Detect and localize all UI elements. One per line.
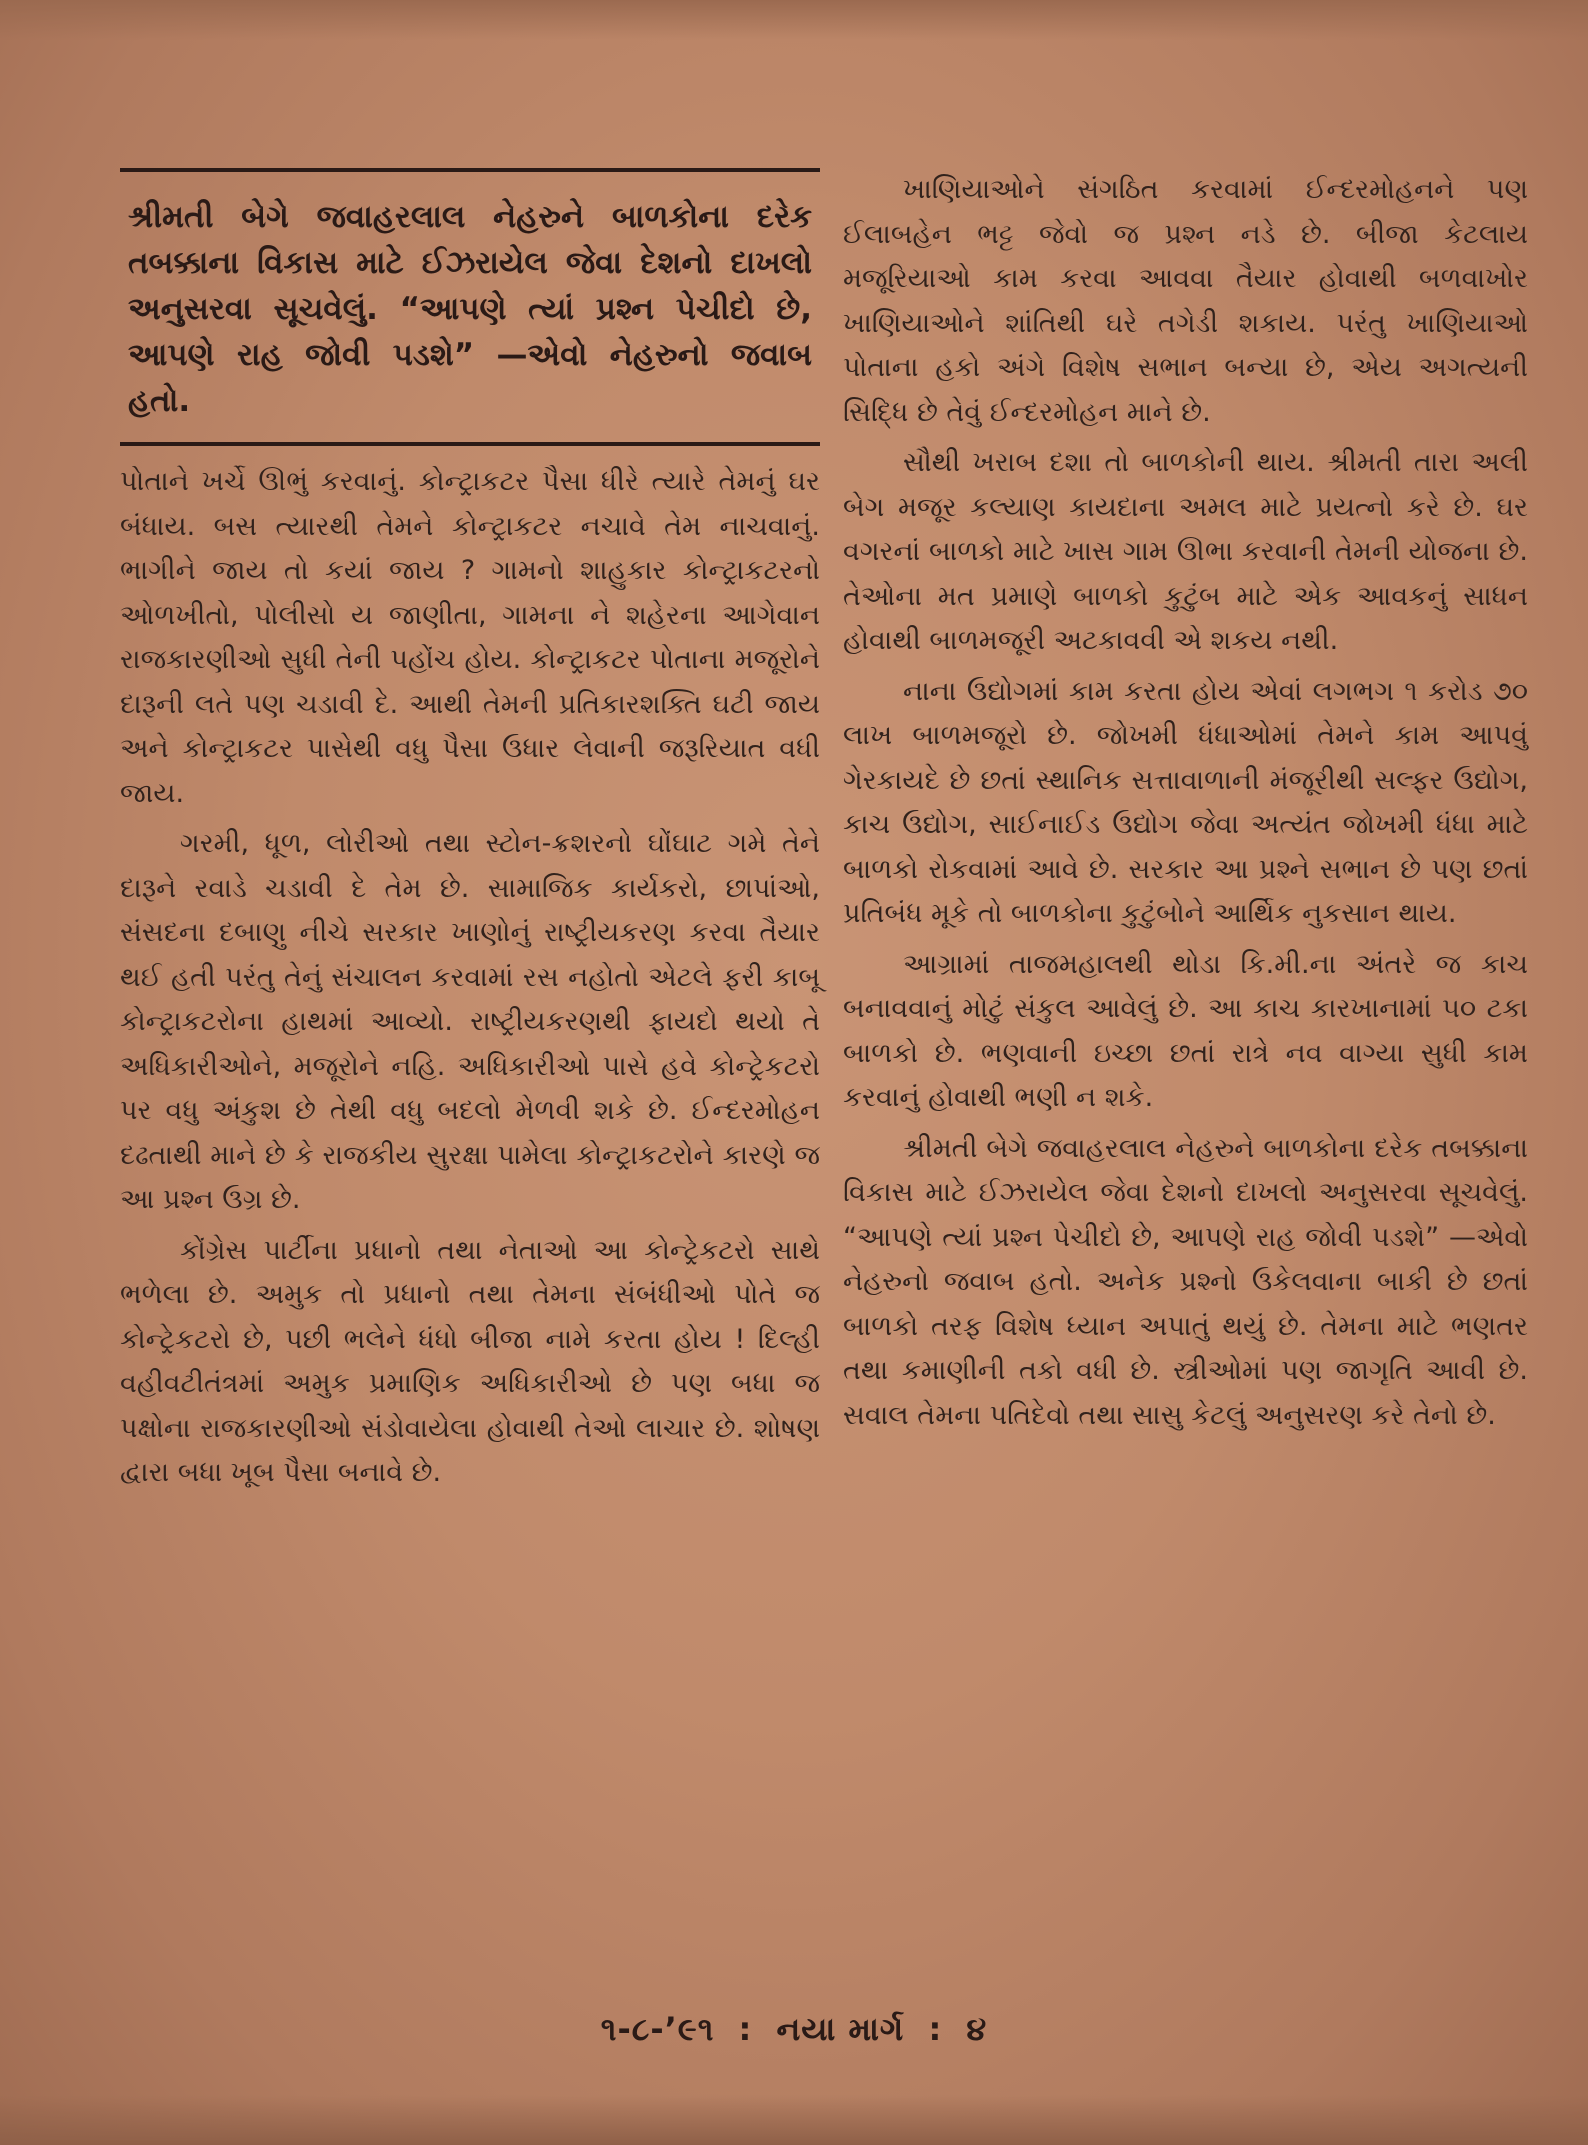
page-shadow-bottom bbox=[0, 2095, 1588, 2145]
pull-quote: શ્રીમતી બેગે જવાહરલાલ નેહરુને બાળકોના દરેક તબક્કાના વિકાસ માટે ઈઝરાયેલ જેવા દેશનો દાખલો અનુસરવા સૂચવેલું. “આપણે ત્યાં પ્રશ્ન પેચીદો છે, આપણે રાહ જોવી પડશે” —એવો નેહરુનો જવાબ હતો. bbox=[120, 168, 820, 446]
paragraph: સૌથી ખરાબ દશા તો બાળકોની થાય. શ્રીમતી તારા અલી બેગ મજૂર કલ્યાણ કાયદાના અમલ માટે પ્રયત્નો કરે છે. ઘર વગરનાં બાળકો માટે ખાસ ગામ ઊભા કરવાની તેમની યોજના છે. તેઓના મત પ્રમાણે બાળકો કુટુંબ માટે એક આવકનું સાધન હોવાથી બાળમજૂરી અટકાવવી એ શકય નથી. bbox=[843, 447, 1528, 656]
page-footer bbox=[0, 2010, 1588, 2049]
footer-separator: : bbox=[928, 2010, 943, 2048]
paragraph: પોતાને ખર્ચે ઊભું કરવાનું. કોન્ટ્રાકટર પૈસા ધીરે ત્યારે તેમનું ઘર બંધાય. બસ ત્યારથી તેમને કોન્ટ્રાકટર નચાવે તેમ નાચવાનું. ભાગીને જાય તો કયાં જાય ? ગામનો શાહુકાર કોન્ટ્રાકટરનો ઓળખીતો, પોલીસો ય જાણીતા, ગામના ને શહેરના આગેવાન રાજકારણીઓ સુધી તેની પહોંચ હોય. કોન્ટ્રાકટર પોતાના મજૂરોને દારૂની લતે પણ ચડાવી દે. આથી તેમની પ્રતિકારશક્તિ ઘટી જાય અને કોન્ટ્રાકટર પાસેથી વધુ પૈસા ઉધાર લેવાની જરૂરિયાત વધી જાય. bbox=[120, 466, 820, 809]
magazine-name: નયા માર્ગ bbox=[776, 2010, 905, 2048]
issue-date: ૧-૮-’૯૧ bbox=[600, 2010, 715, 2048]
page-number: ૪ bbox=[966, 2010, 988, 2048]
paragraph: કોંગ્રેસ પાર્ટીના પ્રધાનો તથા નેતાઓ આ કોન્ટ્રેકટરો સાથે ભળેલા છે. અમુક તો પ્રધાનો તથા તેમના સંબંધીઓ પોતે જ કોન્ટ્રેકટરો છે, પછી ભલેને ધંધો બીજા નામે કરતા હોય ! દિલ્હી વહીવટીતંત્રમાં અમુક પ્રમાણિક અધિકારીઓ છે પણ બધા જ પક્ષોના રાજકારણીઓ સંડોવાયેલા હોવાથી તેઓ લાચાર છે. શોષણ દ્વારા બધા ખૂબ પૈસા બનાવે છે. bbox=[120, 1234, 820, 1488]
paragraph: શ્રીમતી બેગે જવાહરલાલ નેહરુને બાળકોના દરેક તબક્કાના વિકાસ માટે ઈઝરાયેલ જેવા દેશનો દાખલો અનુસરવા સૂચવેલું. “આપણે ત્યાં પ્રશ્ન પેચીદો છે, આપણે રાહ જોવી પડશે” —એવો નેહરુનો જવાબ હતો. અનેક પ્રશ્નો ઉકેલવાના બાકી છે છતાં બાળકો તરફ વિશેષ ધ્યાન અપાતું થયું છે. તેમના માટે ભણતર તથા કમાણીની તકો વધી છે. સ્ત્રીઓમાં પણ જાગૃતિ આવી છે. સવાલ તેમના પતિદેવો તથા સાસુ કેટલું અનુસરણ કરે તેનો છે. bbox=[843, 1132, 1528, 1431]
page-shadow-top bbox=[0, 0, 1588, 40]
right-column bbox=[843, 168, 1528, 1444]
paragraph: આગ્રામાં તાજમહાલથી થોડા કિ.મી.ના અંતરે જ કાચ બનાવવાનું મોટું સંકુલ આવેલું છે. આ કાચ કારખાનામાં ૫૦ ટકા બાળકો છે. ભણવાની ઇચ્છા છતાં રાત્રે નવ વાગ્યા સુધી કામ કરવાનું હોવાથી ભણી ન શકે. bbox=[843, 948, 1528, 1113]
left-column bbox=[120, 168, 820, 1502]
paragraph: ગરમી, ધૂળ, લોરીઓ તથા સ્ટોન-ક્રશરનો ઘોંઘાટ ગમે તેને દારૂને રવાડે ચડાવી દે તેમ છે. સામાજિક કાર્યકરો, છાપાંઓ, સંસદના દબાણુ નીચે સરકાર ખાણોનું રાષ્ટ્રીયકરણ કરવા તૈયાર થઈ હતી પરંતુ તેનું સંચાલન કરવામાં રસ નહોતો એટલે ફરી કાબૂ કોન્ટ્રાકટરોના હાથમાં આવ્યો. રાષ્ટ્રીયકરણથી ફાયદો થયો તે અધિકારીઓને, મજૂરોને નહિ. અધિકારીઓ પાસે હવે કોન્ટ્રેકટરો પર વધુ અંકુશ છે તેથી વધુ બદલો મેળવી શકે છે. ઈન્દરમોહન દઢતાથી માને છે કે રાજકીય સુરક્ષા પામેલા કોન્ટ્રાકટરોને કારણે જ આ પ્રશ્ન ઉગ્ર છે. bbox=[120, 828, 820, 1215]
paragraph: ખાણિયાઓને સંગઠિત કરવામાં ઈન્દરમોહનને પણ ઈલાબહેન ભટ્ટ જેવો જ પ્રશ્ન નડે છે. બીજા કેટલાય મજૂરિયાઓ કામ કરવા આવવા તૈયાર હોવાથી બળવાખોર ખાણિયાઓને શાંતિથી ઘરે તગેડી શકાય. પરંતુ ખાણિયાઓ પોતાના હકો અંગે વિશેષ સભાન બન્યા છે, એય અગત્યની સિદ્ધિ છે તેવું ઈન્દરમોહન માને છે. bbox=[843, 174, 1528, 428]
paragraph: નાના ઉદ્યોગમાં કામ કરતા હોય એવાં લગભગ ૧ કરોડ ૭૦ લાખ બાળમજૂરો છે. જોખમી ધંધાઓમાં તેમને કામ આપવું ગેરકાયદે છે છતાં સ્થાનિક સત્તાવાળાની મંજૂરીથી સલ્ફર ઉદ્યોગ, કાચ ઉદ્યોગ, સાઈનાઈડ ઉદ્યોગ જેવા અત્યંત જોખમી ધંધા માટે બાળકો રોકવામાં આવે છે. સરકાર આ પ્રશ્ને સભાન છે પણ છતાં પ્રતિબંધ મૂકે તો બાળકોના કુટુંબોને આર્થિક નુકસાન થાય. bbox=[843, 675, 1528, 929]
footer-separator: : bbox=[738, 2010, 753, 2048]
